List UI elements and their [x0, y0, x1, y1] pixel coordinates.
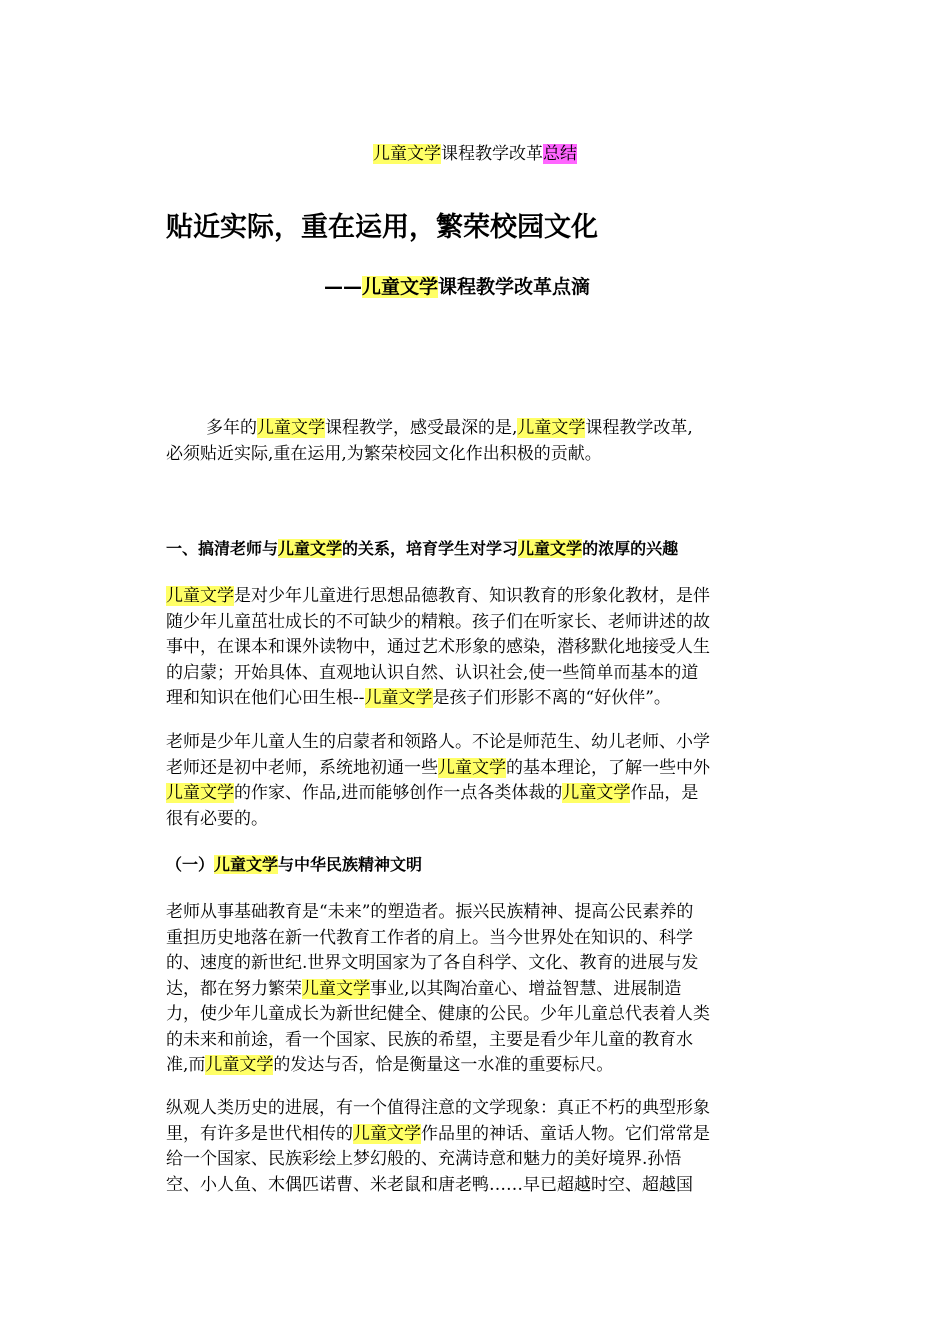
text-line: 事中，在课本和课外读物中，通过艺术形象的感染，潜移默化地接受人生 [166, 637, 710, 657]
text-line: 的未来和前途，看一个国家、民族的希望，主要是看少年儿童的教育水 [166, 1029, 693, 1050]
highlighted-term: 儿童文学 [214, 855, 279, 874]
text-run: 课程教学改革, [585, 418, 693, 438]
text-line: 必须贴近实际,重在运用,为繁荣校园文化作出积极的贡献。 [166, 443, 602, 464]
text-line [166, 584, 784, 610]
highlighted-term: 儿童文学 [518, 539, 583, 558]
text-run: 里，有许多是世代相传的 [166, 1123, 353, 1144]
highlighted-term: 儿童文学 [373, 144, 441, 164]
paragraph-3 [166, 900, 784, 1079]
text-run: 课程教学，感受最深的是, [325, 418, 518, 438]
text-run: 一、搞清老师与 [166, 539, 279, 558]
document-title [0, 142, 950, 166]
text-line: 很有必要的。 [166, 808, 268, 829]
intro-paragraph [166, 416, 784, 467]
title-text: 课程教学改革 [441, 144, 543, 164]
text-line: 的启蒙；开始具体、直观地认识自然、认识社会,使一些简单而基本的道 [166, 662, 699, 683]
text-line: 重担历史地落在新一代教育工作者的肩上。当今世界处在知识的、科学 [166, 927, 693, 948]
text-run: 准,而 [166, 1055, 206, 1075]
text-line [166, 416, 784, 442]
text-run: 是孩子们形影不离的“好伙伴”。 [432, 688, 671, 708]
highlighted-term: 儿童文学 [364, 688, 433, 708]
text-line: 的、速度的新世纪.世界文明国家为了各自科学、文化、教育的进展与发 [166, 953, 699, 973]
highlighted-term: 儿童文学 [562, 783, 631, 803]
text-line [166, 1122, 784, 1148]
text-run: 作品里的神话、童话人物。它们常常是 [421, 1123, 710, 1144]
paragraph-2 [166, 730, 784, 832]
text-run: 的作家、作品,进而能够创作一点各类体裁的 [234, 783, 563, 803]
text-line [166, 781, 784, 807]
text-run: 的发达与否，恰是衡量这一水准的重要标尺。 [273, 1055, 614, 1075]
text-line: 老师是少年儿童人生的启蒙者和领路人。不论是师范生、幼儿老师、小学 [166, 732, 710, 752]
highlighted-term: 儿童文学 [517, 418, 586, 438]
highlighted-term-magenta: 总结 [543, 144, 577, 164]
text-line: 力，使少年儿童成长为新世纪健全、健康的公民。少年儿童总代表着人类 [166, 1004, 710, 1024]
text-line [166, 1053, 784, 1079]
paragraph-1 [166, 584, 784, 712]
subsection-heading [166, 852, 422, 878]
text-run: 的关系，培育学生对学习 [342, 539, 519, 558]
text-run: 与中华民族精神文明 [278, 855, 423, 874]
highlighted-term: 儿童文学 [166, 783, 234, 803]
text-line: 给一个国家、民族彩绘上梦幻般的、充满诗意和魅力的美好境界.孙悟 [166, 1149, 682, 1169]
highlighted-term: 儿童文学 [205, 1055, 274, 1075]
paragraph-4 [166, 1096, 784, 1198]
highlighted-term: 儿童文学 [166, 586, 234, 606]
text-run: 理和知识在他们心田生根-- [166, 688, 365, 708]
text-run: 事业,以其陶冶童心、增益智慧、进展制造 [370, 978, 682, 999]
text-run: 多年的 [206, 418, 257, 438]
highlighted-term: 儿童文学 [362, 276, 439, 298]
highlighted-term: 儿童文学 [302, 978, 370, 999]
highlighted-term: 儿童文学 [438, 757, 506, 778]
text-run: 的基本理论，了解一些中外 [506, 757, 710, 778]
dash: —— [324, 276, 362, 298]
text-run: 的浓厚的兴趣 [582, 539, 679, 558]
text-run: 作品，是 [630, 783, 699, 803]
text-run: 老师还是初中老师，系统地初通一些 [166, 757, 438, 778]
main-heading: 贴近实际，重在运用，繁荣校园文化 [166, 212, 598, 243]
text-line [166, 756, 784, 782]
text-line: 空、小人鱼、木偶匹诺曹、米老鼠和唐老鸭……早已超越时空、超越国 [166, 1174, 693, 1195]
highlighted-term: 儿童文学 [353, 1123, 421, 1144]
text-run: （一） [166, 855, 215, 874]
highlighted-term: 儿童文学 [278, 539, 343, 558]
sub-heading [324, 272, 590, 302]
sub-heading-text: 课程教学改革点滴 [438, 276, 591, 298]
text-line: 纵观人类历史的进展，有一个值得注意的文学现象：真正不朽的典型形象 [166, 1098, 710, 1118]
text-run: 达，都在努力繁荣 [166, 978, 302, 999]
highlighted-term: 儿童文学 [257, 418, 325, 438]
text-line: 老师从事基础教育是“未来”的塑造者。振兴民族精神、提高公民素养的 [166, 902, 694, 922]
text-line [166, 977, 784, 1003]
text-line [166, 686, 784, 712]
text-line: 随少年儿童茁壮成长的不可缺少的精粮。孩子们在听家长、老师讲述的故 [166, 611, 710, 632]
section-heading [166, 536, 678, 562]
text-run: 是对少年儿童进行思想品德教育、知识教育的形象化教材，是伴 [234, 586, 710, 606]
